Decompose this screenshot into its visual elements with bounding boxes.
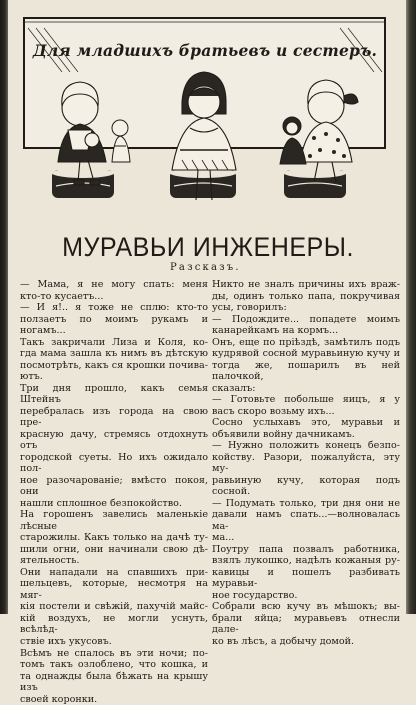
text-line: кавицы и пошелъ разбивать муравьи-: [212, 566, 400, 590]
text-line: взялъ лукошко, надѣлъ кожаныя ру-: [212, 555, 400, 567]
text-line: объявили войну дачникамъ.: [212, 428, 355, 440]
text-line: канарейкамъ на кормъ...: [212, 325, 339, 337]
text-line: равьиную кучу, которая подъ сосной.: [212, 474, 400, 498]
text-line: Три дня прошло, какъ семья Штейнъ: [20, 382, 208, 406]
text-line: кій воздухъ, не могли уснуть, всѣлѣд-: [20, 612, 208, 636]
text-line: красную дачу, стремясь отдохнуть отъ: [20, 428, 208, 452]
story-subtitle: Разсказъ.: [170, 262, 241, 273]
page-edge-right: [406, 0, 416, 614]
text-line: Такъ закричали Лиза и Коля, ко-: [20, 336, 208, 348]
text-line: — Подождите... попадете моимъ: [212, 313, 400, 325]
text-line: тогда же, пошарилъ въ ней палочкой,: [212, 359, 400, 383]
text-line: кудрявой сосной муравьиную кучу и: [212, 348, 400, 360]
text-line: Онъ, еще по пріѣздѣ, замѣтилъ подъ: [212, 336, 400, 348]
page-edge-left: [0, 0, 8, 614]
text-line: ма...: [212, 532, 235, 544]
text-line: ко въ лѣсъ, а добычу домой.: [212, 635, 355, 647]
text-line: койству. Разори, пожалуйста, эту му-: [212, 451, 400, 475]
text-line: томъ такъ озлоблено, что кошка, и: [20, 659, 208, 671]
text-line: Поутру папа позвалъ работника,: [212, 543, 400, 555]
text-line: На горошенъ завелись маленькіе лѣсные: [20, 509, 208, 532]
text-line: — Готовьте побольше яицъ, я у: [212, 394, 400, 406]
text-line: — И я!.. я тоже не сплю: кто-то: [20, 302, 208, 314]
text-line: брали яйца; муравьевъ отнесли дале-: [212, 612, 400, 636]
text-line: — Нужно положить конецъ безпо-: [212, 440, 400, 452]
text-line: сказалъ:: [212, 382, 256, 394]
text-line: Всѣмъ не спалось въ эти ночи; по-: [20, 647, 208, 659]
text-line: ное разочарованіе; вмѣсто покоя, они: [20, 474, 208, 498]
text-line: посмотрѣть, какъ ся крошки почива-: [20, 359, 208, 371]
text-line: своей коронки.: [20, 693, 98, 705]
header-illustration: [22, 10, 387, 210]
text-line: гда мама зашла къ нимъ въ дѣтскую: [20, 348, 208, 360]
story-title: МУРАВЬИ ИНЖЕНЕРЫ.: [62, 232, 354, 262]
text-line: усы, говорилъ:: [212, 302, 287, 314]
text-line: ятельность.: [20, 555, 80, 567]
text-line: давали намъ спать...—волновалась ма-: [212, 509, 400, 532]
text-line: Они нападали на спавшихъ при-: [20, 566, 208, 578]
text-line: старожилы. Какъ только на дачѣ ту-: [20, 532, 208, 544]
text-line: васъ скоро возьму ихъ...: [212, 405, 335, 417]
text-line: ное государство.: [212, 589, 298, 601]
text-line: Сосно услыхавъ это, муравьи и: [212, 417, 400, 429]
text-line: перебралась изъ города на свою пре-: [20, 405, 208, 429]
text-line: — Подумать только, три дня они не: [212, 497, 400, 509]
text-line: ползаетъ по моимъ рукамъ и ногамъ...: [20, 313, 208, 337]
text-line: — Мама, я не могу спать: меня: [20, 279, 208, 290]
text-line: ютъ.: [20, 371, 43, 383]
text-line: ствіе ихъ укусовъ.: [20, 635, 112, 647]
text-column-right: [212, 279, 400, 648]
text-line: городской суеты. Но ихъ ожидало пол-: [20, 451, 208, 475]
text-line: Никто не зналъ причины ихъ враж-: [212, 279, 400, 290]
text-line: ды, одинъ только папа, покручивая: [212, 290, 400, 302]
text-line: кія постели и свѣжій, пахучій майс-: [20, 601, 208, 613]
text-line: кто-то кусаетъ...: [20, 290, 104, 302]
text-column-left: [20, 279, 208, 705]
text-line: шельцевъ, которые, несмотря на мяг-: [20, 578, 208, 601]
section-header-title: Для младшихъ братьевъ и сестеръ.: [32, 41, 378, 60]
text-line: нашли сплошное безпокойство.: [20, 497, 182, 509]
text-line: та однажды была бѣжать на крышу изъ: [20, 670, 208, 694]
text-line: шили огни, они начинали свою дѣ-: [20, 543, 208, 555]
text-line: Собрали всю кучу въ мѣшокъ; вы-: [212, 601, 400, 613]
